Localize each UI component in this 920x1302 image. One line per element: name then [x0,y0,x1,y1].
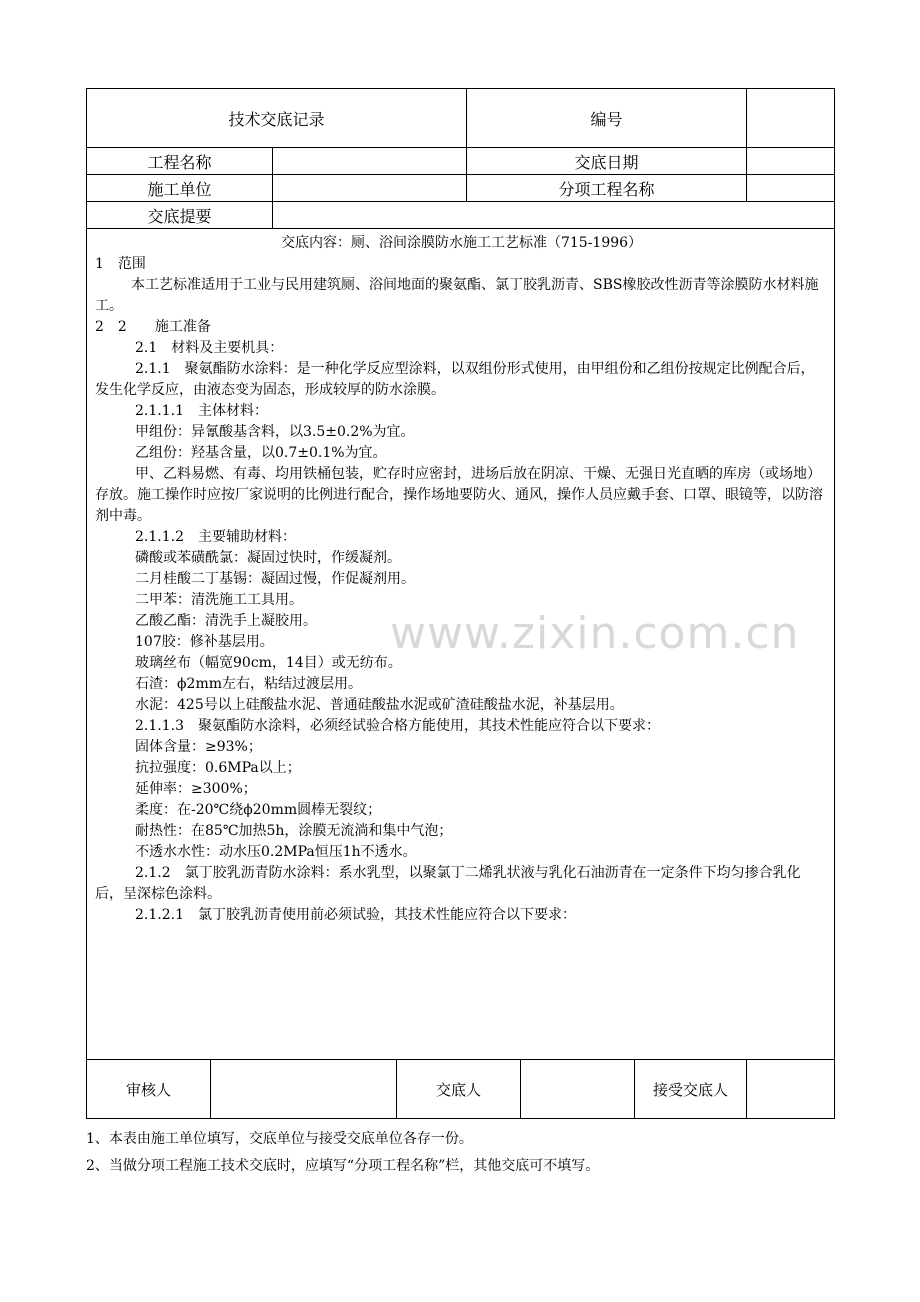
content-line: 二甲苯：清洗施工工具用。 [135,592,303,608]
form-title: 技术交底记录 [87,89,467,148]
disclosure-form [86,88,835,1119]
disclosure-content [87,229,834,926]
content-line: 2.1.1.2 主要辅助材料： [135,529,296,545]
content-line: 本工艺标准适用于工业与民用建筑厕、浴间地面的聚氨酯、氯丁胶乳沥青、SBS橡胶改性沥青等涂膜防水材料施工。 [95,277,819,314]
content-line: 水泥：425号以上硅酸盐水泥、普通硅酸盐水泥或矿渣硅酸盐水泥，补基层用。 [135,697,624,713]
reviewer-label: 审核人 [87,1060,211,1119]
date-field[interactable] [747,148,835,175]
content-line: 磷酸或苯磺酰氯：凝固过快时，作缓凝剂。 [135,550,401,566]
content-line: 107胶：修补基层用。 [135,634,274,650]
content-line: 乙酸乙酯：清洗手上凝胶用。 [135,613,317,629]
discloser-field[interactable] [521,1060,635,1119]
content-line: 抗拉强度：0.6MPa以上； [135,760,301,776]
receiver-field[interactable] [747,1060,835,1119]
content-line: 甲组份：异氰酸基含料，以3.5±0.2%为宜。 [135,424,415,440]
project-name-label: 工程名称 [87,148,273,175]
content-line: 2.1.2 氯丁胶乳沥青防水涂料：系水乳型，以聚氯丁二烯乳状液与乳化石油沥青在一定条件下均匀掺合乳化后，呈深棕色涂料。 [95,865,801,902]
date-label: 交底日期 [467,148,747,175]
form-notes [86,1126,846,1180]
sub-project-field[interactable] [747,175,835,202]
summary-field[interactable] [273,202,835,229]
receiver-label: 接受交底人 [635,1060,747,1119]
construction-unit-field[interactable] [273,175,467,202]
content-line: 不透水水性：动水压0.2MPa恒压1h不透水。 [135,844,417,860]
number-label: 编号 [467,89,747,148]
summary-label: 交底提要 [87,202,273,229]
construction-unit-label: 施工单位 [87,175,273,202]
content-line: 石渣：ϕ2mm左右，粘结过渡层用。 [135,676,363,692]
content-heading: 交底内容：厕、浴间涂膜防水施工工艺标准（715-1996） [280,235,643,251]
content-line: 延伸率：≥300%； [135,781,257,797]
content-line: 2.1.1.1 主体材料： [135,403,268,419]
note-1: 1、本表由施工单位填写，交底单位与接受交底单位各存一份。 [86,1131,473,1147]
content-line: 1 范围 [95,256,146,272]
content-line: 二月桂酸二丁基锡：凝固过慢，作促凝剂用。 [135,571,415,587]
content-line: 2.1.1.3 聚氨酯防水涂料，必须经试验合格方能使用，其技术性能应符合以下要求： [135,718,660,734]
content-line: 2.1 材料及主要机具： [135,340,284,356]
discloser-label: 交底人 [397,1060,521,1119]
content-line: 柔度：在-20℃绕ϕ20mm圆棒无裂纹； [135,802,382,818]
number-field[interactable] [747,89,835,148]
note-2: 2、当做分项工程施工技术交底时，应填写“分项工程名称”栏，其他交底可不填写。 [86,1158,600,1174]
content-line: 耐热性：在85℃加热5h，涂膜无流淌和集中气泡； [135,823,453,839]
project-name-field[interactable] [273,148,467,175]
reviewer-field[interactable] [211,1060,397,1119]
content-line: 2 2 施工准备 [95,319,211,335]
content-line: 2.1.1 聚氨酯防水涂料：是一种化学反应型涂料，以双组份形式使用，由甲组份和乙组份按规定比例配合后，发生化学反应，由液态变为固态，形成较厚的防水涂膜。 [95,361,815,398]
watermark: www.zixin.com.cn [390,608,800,659]
content-line: 乙组份：羟基含量，以0.7±0.1%为宜。 [135,445,387,461]
content-cell [87,229,835,1060]
content-line: 甲、乙料易燃、有毒、均用铁桶包装，贮存时应密封，进场后放在阴凉、干燥、无强日光直晒的库房（或场地）存放。施工操作时应按厂家说明的比例进行配合，操作场地要防火、通风，操作人员应戴手套、口罩、眼镜等，以防溶剂中毒。 [95,466,823,524]
content-line: 2.1.2.1 氯丁胶乳沥青使用前必须试验，其技术性能应符合以下要求： [135,907,576,923]
sub-project-label: 分项工程名称 [467,175,747,202]
content-line: 玻璃丝布（幅宽90cm，14目）或无纺布。 [135,655,402,671]
content-line: 固体含量：≥93%； [135,739,262,755]
